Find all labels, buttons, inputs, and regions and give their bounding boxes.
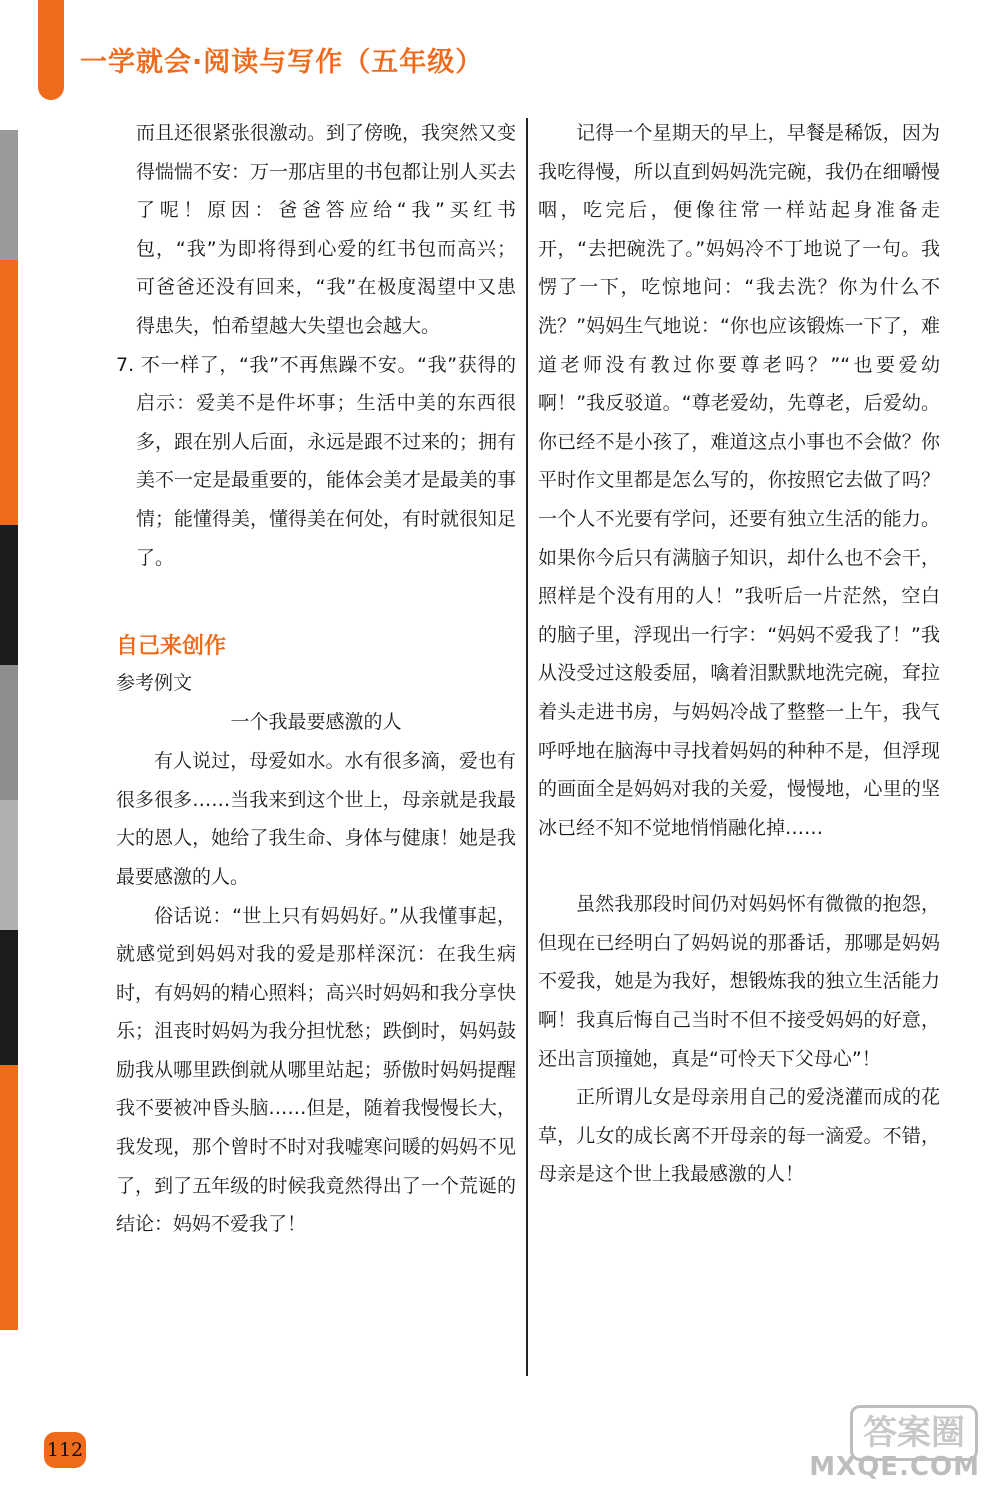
side-strip-gray-1: [0, 130, 18, 260]
side-strip-orange-2: [0, 1065, 18, 1330]
section-title: 自己来创作: [116, 634, 227, 660]
side-strip-orange-1: [0, 260, 18, 525]
side-strip-dark-2: [0, 930, 18, 1065]
answer-7: 7. 不一样了，“我”不再焦躁不安。“我”获得的启示：爱美不是件坏事；生活中美的东西很多，跟在别人后面，永远是跟不过来的；拥有美不一定是最重要的，能体会美才是最美的事情；能懂得美，懂得美在何处，有时就很知足了。: [116, 353, 517, 569]
side-strip-gray-3: [0, 800, 18, 930]
page-number: 112: [44, 1432, 86, 1468]
watermark-badge: 答案圈: [850, 1405, 978, 1461]
header-accent-tab: [38, 0, 64, 100]
side-strip-gray-2: [0, 665, 18, 800]
essay-paragraph-5: 正所谓儿女是母亲用自己的爱浇灌而成的花草，儿女的成长离不开母亲的每一滴爱。不错，母亲是这个世上我最感激的人！: [538, 1086, 940, 1186]
column-divider: [526, 118, 528, 1376]
watermark-domain: MXQE.COM: [809, 1452, 980, 1482]
essay-paragraph-3: 记得一个星期天的早上，早餐是稀饭，因为我吃得慢，所以直到妈妈洗完碗，我仍在细嚼慢咽，吃完后，便像往常一样站起身准备走开，“去把碗洗了。”妈妈冷不丁地说了一句。我愣了一下，吃惊地问：“我去洗？你为什么不洗？”妈妈生气地说：“你也应该锻炼一下了，难道老师没有教过你要尊老吗？”“也要爱幼啊！”我反驳道。“尊老爱幼，先尊老，后爱幼。你已经不是小孩了，难道这点小事也不会做？你平时作文里都是怎么写的，你按照它去做了吗？一个人不光要有学问，还要有独立生活的能力。如果你今后只有满脑子知识，却什么也不会干，照样是个没有用的人！”我听后一片茫然，空白的脑子里，浮现出一行字：“妈妈不爱我了！”我从没受过这般委屈，噙着泪默默地洗完碗，耷拉着头走进书房，与妈妈冷战了整整一上午，我气呼呼地在脑海中寻找着妈妈的种种不是，但浮现的画面全是妈妈对我的关爱，慢慢地，心里的坚冰已经不知不觉地悄悄融化掉……: [538, 122, 940, 839]
essay-paragraph-2: 俗话说：“世上只有妈妈好。”从我懂事起，就感觉到妈妈对我的爱是那样深沉：在我生病时，有妈妈的精心照料；高兴时妈妈和我分享快乐；沮丧时妈妈为我分担忧愁；跌倒时，妈妈鼓励我从哪里跌倒就从哪里站起；骄傲时妈妈提醒我不要被冲昏头脑……但是，随着我慢慢长大，我发现，那个曾时不时对我嘘寒问暖的妈妈不见了，到了五年级的时候我竟然得出了一个荒诞的结论：妈妈不爱我了！: [116, 904, 516, 1236]
sample-essay-label: 参考例文: [116, 672, 193, 695]
right-column: [538, 114, 940, 1194]
book-title: 一学就会·阅读与写作（五年级）: [80, 47, 484, 78]
essay-paragraph-4: 虽然我那段时间仍对妈妈怀有微微的抱怨，但现在已经明白了妈妈说的那番话，那哪是妈妈不爱我，她是为我好，想锻炼我的独立生活能力啊！我真后悔自己当时不但不接受妈妈的好意，还出言顶撞她，真是“可怜天下父母心”！: [538, 893, 940, 1070]
left-column: [116, 114, 516, 1244]
answer-6-continued: 而且还很紧张很激动。到了傍晚，我突然又变得惴惴不安：万一那店里的书包都让别人买去了呢！原因：爸爸答应给“我”买红书包，“我”为即将得到心爱的红书包而高兴；可爸爸还没有回来，“我”在极度渴望中又患得患失，怕希望越大失望也会越大。: [136, 122, 517, 337]
side-strip-dark-1: [0, 525, 18, 665]
essay-title: 一个我最要感激的人: [230, 711, 402, 734]
essay-paragraph-1: 有人说过，母爱如水。水有很多滴，爱也有很多很多……当我来到这个世上，母亲就是我最大的恩人，她给了我生命、身体与健康！她是我最要感激的人。: [116, 750, 516, 888]
